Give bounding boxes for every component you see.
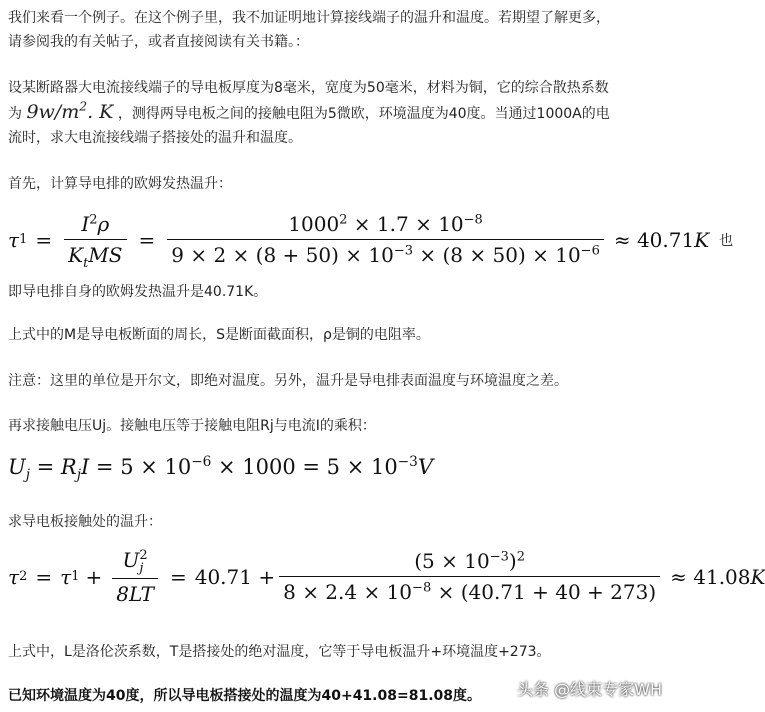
problem-line-2-suffix: ，测得两导电板之间的接触电阻为5微欧，环境温度为40度。当通过1000A的电 [117, 106, 610, 122]
step1-conclusion: 即导电排自身的欧姆发热温升是40.71K。 [8, 284, 268, 300]
step2-intro: 再求接触电压Uj。接触电压等于接触电阻Rj与电流I的乘积： [8, 418, 376, 434]
problem-line-3: 流时，求大电流接线端子搭接处的温升和温度。 [8, 130, 302, 146]
eq3-fraction-symbolic: U 2 j 8LT [112, 548, 158, 606]
step1-intro: 首先，计算导电排的欧姆发热温升： [8, 176, 232, 192]
eq1-result: ≈ 40.71 [613, 227, 695, 252]
step3-intro: 求导电板接触处的温升： [8, 514, 162, 530]
eq3-unit: K [750, 564, 765, 589]
eq1-fraction-symbolic: $\frac{I^2\rho}{K_tMS}$ [64, 212, 126, 267]
intro-line-1: 我们来看一个例子。在这个例子里，我不加证明地计算接线端子的温升和温度。若期望了解更多， [8, 10, 610, 26]
equation-contact-temp-rise: τ 2 = τ 1 + U 2 j 8LT = 40.71 + $\frac{(5 \times 10^{-3})^2}{8 \times 2.4 \times 10^{-8} \times (40.71 + 40 + 273)}$ ≈ 41.08 K [8, 547, 765, 606]
eq1-tail: 也 [719, 232, 734, 249]
eq1-tau: τ [8, 227, 20, 252]
unit-note: 注意：这里的单位是开尔文，即绝对温度。另外，温升是导电排表面温度与环境温度之差。 [8, 373, 568, 389]
lorenz-explanation: 上式中，L是洛伦茨系数，T是搭接处的绝对温度，它等于导电板温升+环境温度+273。 [8, 644, 551, 660]
eq1-fraction-numeric: $\frac{1000^2 \times 1.7 \times 10^{-8}}{9 \times 2 \times (8 + 50) \times 10^{-3} \times (8 \times 50) \times 10^{-6}}$ [167, 212, 604, 267]
symbol-explanation: 上式中的M是导电板断面的周长，S是断面截面积，ρ是铜的电阻率。 [8, 327, 430, 343]
problem-paragraph [8, 76, 610, 150]
intro-paragraph [8, 6, 610, 54]
heat-coefficient-formula: $9w/m^2$. K [26, 99, 114, 123]
eq1-unit: K [694, 227, 710, 252]
intro-line-2: 请参阅我的有关帖子，或者直接阅读有关书籍。： [8, 34, 309, 50]
problem-line-2-prefix: 为 [8, 106, 22, 122]
watermark: 头条 @线束专家WH [517, 680, 662, 699]
equation-ohmic-temp-rise: τ 1 = $\frac{I^2\rho}{K_tMS}$ = $\frac{1000^2 \times 1.7 \times 10^{-8}}{9 \times 2 \times (8 + 50) \times 10^{-3} \times (8 \times 50) \times 10^{-6}}$ ≈ 40.71 K 也 [8, 212, 734, 271]
eq3-result: ≈ 41.08 [670, 564, 751, 589]
final-conclusion: 已知环境温度为40度，所以导电板搭接处的温度为40+41.08=81.08度。 [8, 688, 481, 704]
eq3-fraction-numeric: $\frac{(5 \times 10^{-3})^2}{8 \times 2.4 \times 10^{-8} \times (40.71 + 40 + 273)}$ [279, 549, 660, 604]
equation-contact-voltage: $U_j = R_jI = 5 \times 10^{-6} \times 1000 = 5 \times 10^{-3}V$ [8, 454, 433, 484]
problem-line-1: 设某断路器大电流接线端子的导电板厚度为8毫米，宽度为50毫米，材料为铜，它的综合散热系数 [8, 80, 609, 96]
